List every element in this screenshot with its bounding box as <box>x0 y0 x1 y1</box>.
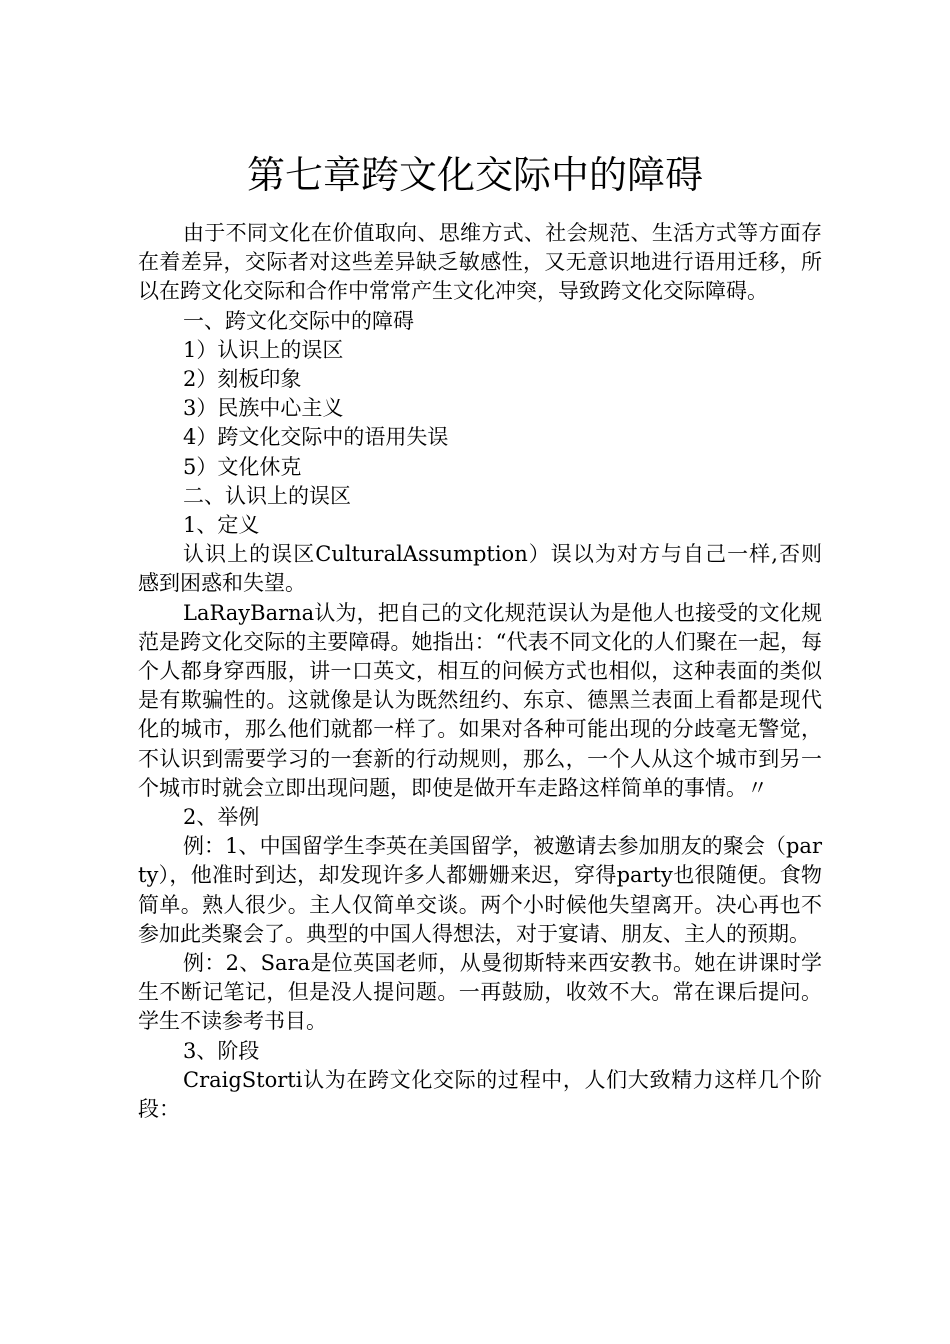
subheading-examples: 2、举例 <box>183 805 260 830</box>
paragraph-intro: 由于不同文化在价值取向、思维方式、社会规范、生活方式等方面存在着差异，交际者对这些差异缺乏敏感性，又无意识地进行语用迁移，所以在跨文化交际和合作中常常产生文化冲突，导致跨文化交际障碍。 <box>138 221 822 304</box>
paragraph-barna-quote: LaRayBarna认为，把自己的文化规范误认为是他人也接受的文化规范是跨文化交际的主要障碍。她指出：“代表不同文化的人们聚在一起，每个人都身穿西服，讲一口英文，相互的问候方式也相似，这种表面的类似是有欺骗性的。这就像是认为既然纽约、东京、德黑兰表面上看都是现代化的城市，那么他们就都一样了。如果对各种可能出现的分歧毫无警觉，不认识到需要学习的一套新的行动规则，那么，一个人从这个城市到另一个城市时就会立即出现问题，即使是做开车走路这样简单的事情。〃 <box>138 600 822 800</box>
section-heading-misconceptions: 二、认识上的误区 <box>183 483 351 508</box>
section-heading-barriers: 一、跨文化交际中的障碍 <box>183 308 414 333</box>
paragraph-example-2: 例：2、Sara是位英国老师，从曼彻斯特来西安教书。她在讲课时学生不断记笔记，但是没人提问题。一再鼓励，收效不大。常在课后提问。学生不读参考书目。 <box>138 951 822 1034</box>
list-item: 4）跨文化交际中的语用失误 <box>183 425 449 450</box>
paragraph-definition: 认识上的误区CulturalAssumption）误以为对方与自己一样,否则感到困惑和失望。 <box>138 542 822 596</box>
document-body <box>138 219 822 1124</box>
paragraph-stages: CraigStorti认为在跨文化交际的过程中，人们大致精力这样几个阶段： <box>138 1067 822 1122</box>
subheading-stages: 3、阶段 <box>183 1038 260 1063</box>
paragraph-example-1: 例：1、中国留学生李英在美国留学，被邀请去参加朋友的聚会（party），他准时到达，却发现许多人都姗姗来迟，穿得party也很随便。食物简单。熟人很少。主人仅简单交谈。两个小时候他失望离开。决心再也不参加此类聚会了。典型的中国人得想法，对于宴请、朋友、主人的预期。 <box>138 834 822 946</box>
page-title: 第七章跨文化交际中的障碍 <box>246 153 703 197</box>
list-item: 1）认识上的误区 <box>183 337 344 362</box>
list-item: 2）刻板印象 <box>183 367 302 392</box>
subheading-definition: 1、定义 <box>183 513 260 538</box>
list-item: 5）文化休克 <box>183 454 302 479</box>
list-item: 3）民族中心主义 <box>183 396 344 421</box>
